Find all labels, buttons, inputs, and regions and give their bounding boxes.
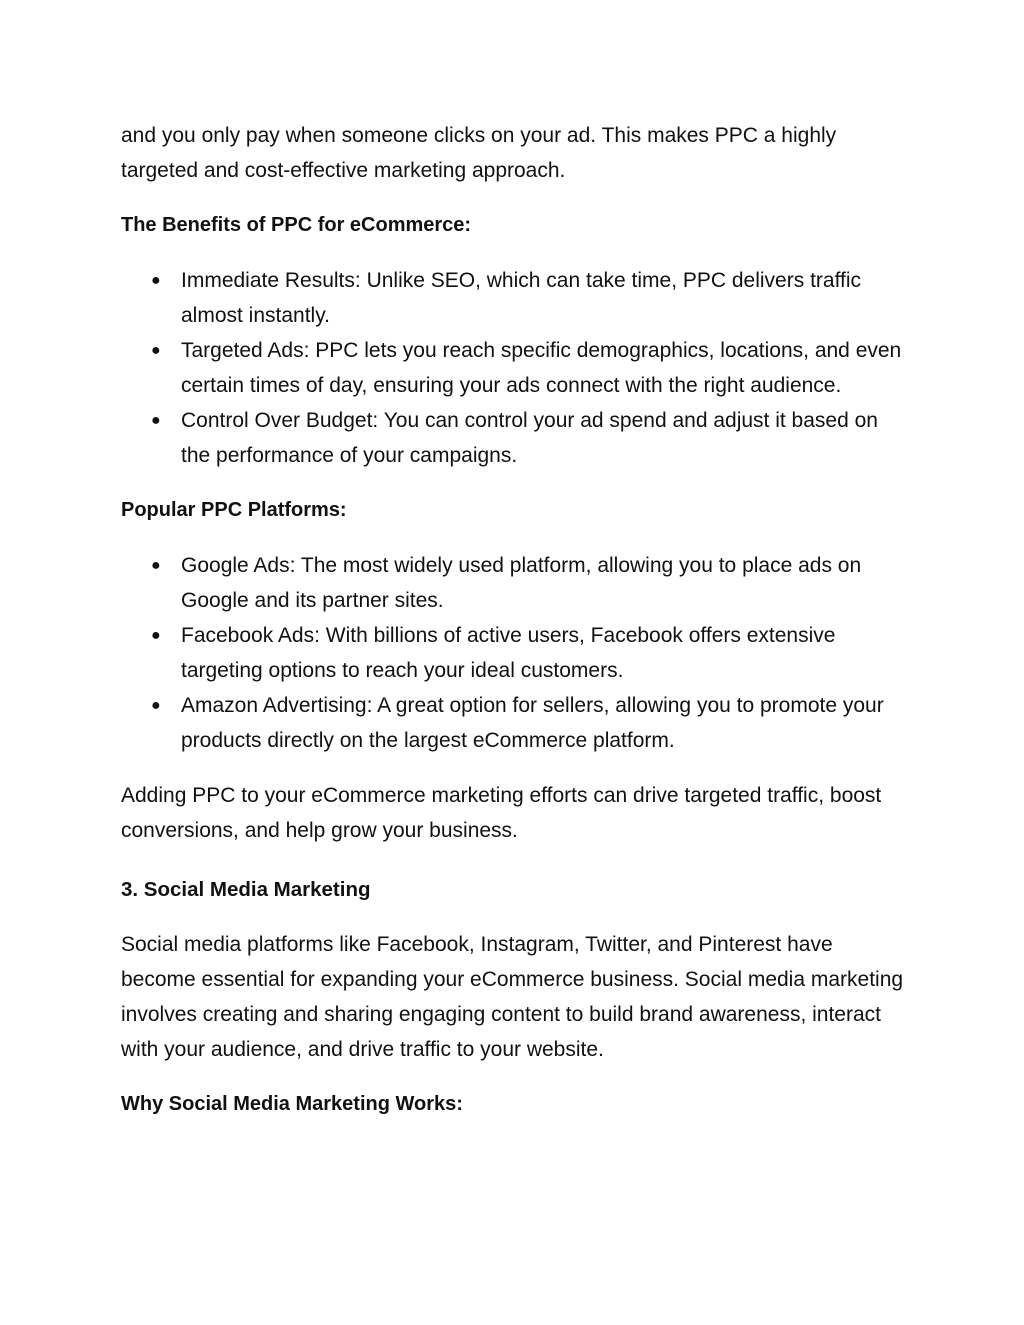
why-heading: Why Social Media Marketing Works: [121,1093,463,1115]
page-content [121,118,911,1122]
list-item-text: Google Ads: The most widely used platform, allowing you to place ads on Google and its partner sites. [181,554,862,612]
bullet-icon: ● [151,412,161,429]
list-item-text: Targeted Ads: PPC lets you reach specific demographics, locations, and even certain times of day, ensuring your ads connect with the right audience. [181,339,902,397]
list-item [121,403,911,473]
list-item [121,263,911,333]
social-paragraph: Social media platforms like Facebook, Instagram, Twitter, and Pinterest have become essential for expanding your eCommerce business. Social media marketing involves creating and sharing engaging content to build brand awareness, interact with your audience, and drive traffic to your website. [121,933,904,1061]
benefits-list [121,263,911,473]
list-item [121,548,911,618]
bullet-icon: ● [151,697,161,714]
bullet-icon: ● [151,272,161,289]
section-heading: 3. Social Media Marketing [121,878,371,901]
list-item [121,333,911,403]
bullet-icon: ● [151,557,161,574]
platforms-list [121,548,911,758]
list-item [121,618,911,688]
benefits-heading: The Benefits of PPC for eCommerce: [121,214,472,236]
list-item [121,688,911,758]
bullet-icon: ● [151,627,161,644]
ppc-conclusion-paragraph: Adding PPC to your eCommerce marketing efforts can drive targeted traffic, boost conversions, and help grow your business. [121,784,882,842]
bullet-icon: ● [151,342,161,359]
list-item-text: Immediate Results: Unlike SEO, which can take time, PPC delivers traffic almost instantly. [181,269,862,327]
list-item-text: Control Over Budget: You can control your ad spend and adjust it based on the performance of your campaigns. [181,409,878,467]
list-item-text: Amazon Advertising: A great option for sellers, allowing you to promote your products directly on the largest eCommerce platform. [181,694,884,752]
platforms-heading: Popular PPC Platforms: [121,499,347,521]
intro-paragraph: and you only pay when someone clicks on your ad. This makes PPC a highly targeted and cost-effective marketing approach. [121,124,837,182]
list-item-text: Facebook Ads: With billions of active users, Facebook offers extensive targeting options to reach your ideal customers. [181,624,836,682]
